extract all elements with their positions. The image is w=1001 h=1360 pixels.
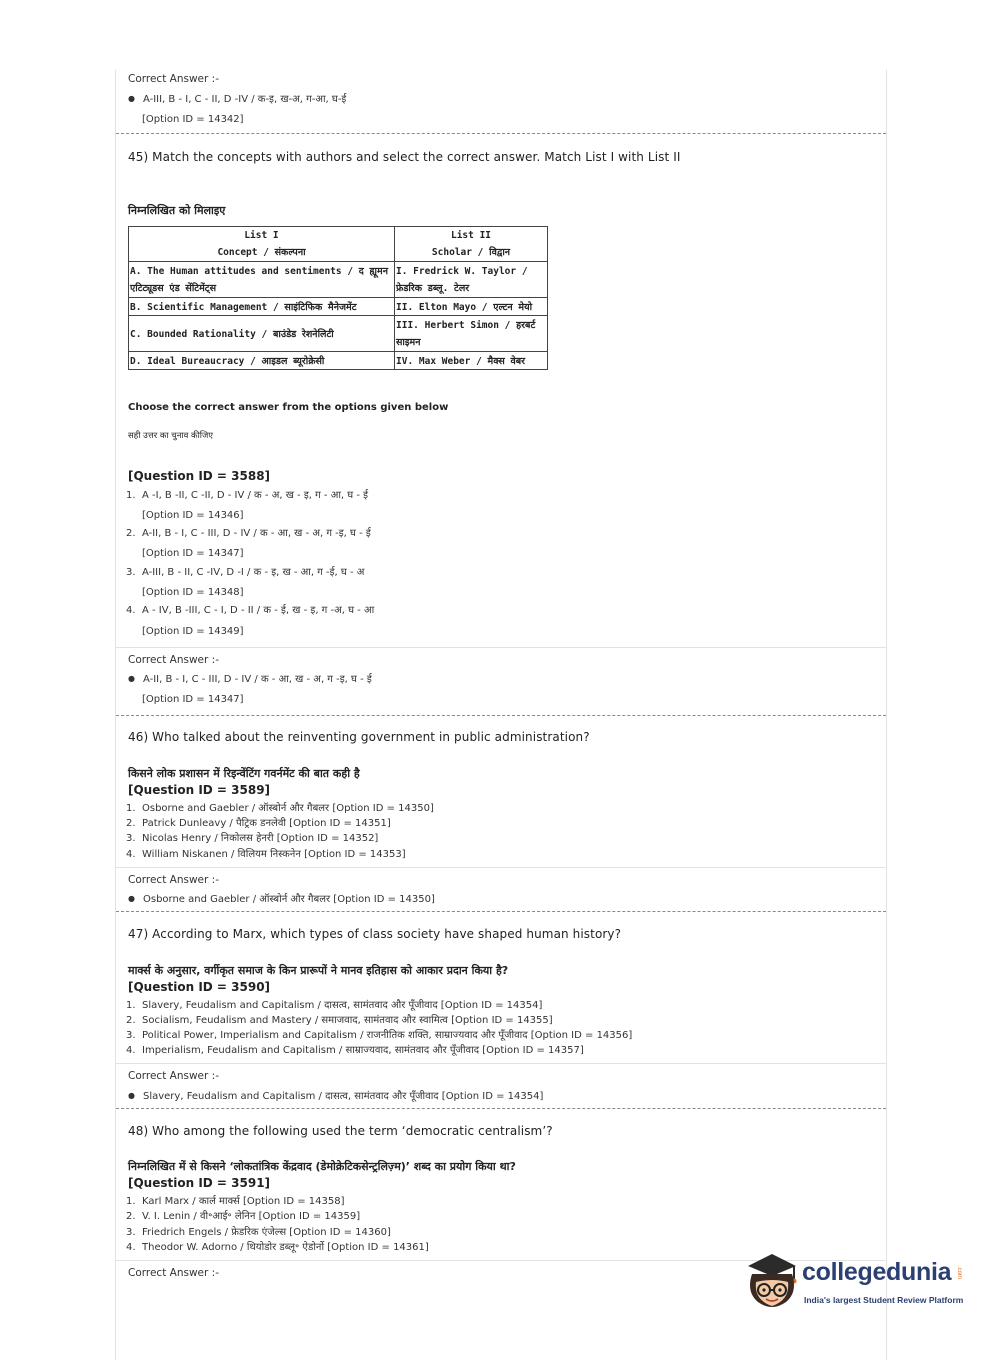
question-title: 48) Who among the following used the term ‘democratic centralism’? [128, 1124, 553, 1138]
option-number: 3. [126, 1030, 136, 1041]
option-id: [Option ID = 14349] [142, 626, 244, 637]
question-hindi: निम्नलिखित को मिलाइए [128, 204, 226, 217]
option-id: [Option ID = 14346] [142, 510, 244, 521]
option-number: 2. [126, 1211, 136, 1222]
option-id: [Option ID = 14342] [142, 114, 244, 125]
option-item [126, 602, 374, 616]
option-item [126, 1239, 429, 1253]
table-cell: II. Elton Mayo / एल्टन मेयो [395, 298, 548, 316]
header-text: Concept / संकल्पना [217, 247, 306, 258]
option-text: William Niskanen / विलियम निस्कनेन [Option ID = 14353] [142, 849, 406, 860]
logo-domain: .com [956, 1266, 962, 1280]
option-number: 4. [126, 1242, 136, 1253]
option-item [126, 1042, 584, 1056]
question-hindi: किसने लोक प्रशासन में रिइन्वेंटिंग गवर्नमेंट की बात कही है [128, 767, 360, 780]
option-text: A - IV, B -III, C - I, D - II / क - ई, ख - इ, ग -अ, घ - आ [142, 605, 375, 616]
option-item [126, 1012, 553, 1026]
correct-answer-label: Correct Answer :- [128, 874, 219, 886]
question-hindi: मार्क्स के अनुसार, वर्गीकृत समाज के किन प्रारूपों ने मानव इतिहास को आकार प्रदान किया है? [128, 964, 509, 977]
option-text: Patrick Dunleavy / पैट्रिक डनलेवी [Option ID = 14351] [142, 818, 391, 829]
option-text: A -I, B -II, C -II, D - IV / क - अ, ख - इ, ग - आ, घ - ई [142, 490, 369, 501]
table-header-list1 [129, 227, 395, 262]
option-number: 3. [126, 567, 136, 578]
correct-answer-label: Correct Answer :- [128, 654, 219, 666]
mascot-icon [742, 1248, 802, 1312]
option-number: 1. [126, 490, 136, 501]
table-cell: A. The Human attitudes and sentiments / द ह्यूमन एटिट्यूडस एंड सेंटिमेंट्स [129, 262, 395, 298]
option-number: 3. [126, 1227, 136, 1238]
section-divider [116, 867, 886, 868]
option-text: Socialism, Feudalism and Mastery / समाजवाद, सामंतवाद और स्वामित्व [Option ID = 14355] [142, 1015, 553, 1026]
option-number: 4. [126, 849, 136, 860]
option-text: A-II, B - I, C - III, D - IV / क - आ, ख - अ, ग -इ, घ - ई [142, 528, 371, 539]
question-title: 46) Who talked about the reinventing government in public administration? [128, 730, 590, 744]
option-item [126, 800, 434, 814]
question-title: 45) Match the concepts with authors and select the correct answer. Match List I with List II [128, 150, 681, 164]
option-text: Slavery, Feudalism and Capitalism / दासत्व, सामंतवाद और पूँजीवाद [Option ID = 14354] [142, 1000, 543, 1011]
question-divider [116, 715, 886, 716]
option-text: Nicolas Henry / निकोलस हेनरी [Option ID = 14352] [142, 833, 379, 844]
table-cell: C. Bounded Rationality / बाउंडेड रेशनेलिटी [129, 316, 395, 352]
option-id: [Option ID = 14348] [142, 587, 244, 598]
question-divider [116, 911, 886, 912]
option-item [126, 487, 368, 501]
logo-wordmark: collegedunia [802, 1258, 952, 1286]
collegedunia-logo [742, 1248, 972, 1318]
correct-answer-label: Correct Answer :- [128, 1267, 219, 1279]
correct-answer-label: Correct Answer :- [128, 1070, 219, 1082]
option-item [126, 1193, 345, 1207]
correct-answer: ● Slavery, Feudalism and Capitalism / दासत्व, सामंतवाद और पूँजीवाद [Option ID = 14354] [128, 1088, 543, 1102]
option-number: 2. [126, 1015, 136, 1026]
correct-answer: ● Osborne and Gaebler / ऑस्बोर्न और गैबलर [Option ID = 14350] [128, 891, 435, 905]
section-divider [116, 647, 886, 648]
option-text: Karl Marx / कार्ल मार्क्स [Option ID = 14358] [142, 1196, 345, 1207]
instruction-hindi: सही उत्तर का चुनाव कीजिए [128, 431, 213, 441]
option-number: 1. [126, 1196, 136, 1207]
option-number: 2. [126, 528, 136, 539]
instruction-text: Choose the correct answer from the options given below [128, 402, 449, 413]
option-text: Osborne and Gaebler / ऑस्बोर्न और गैबलर [Option ID = 14350] [142, 803, 434, 814]
question-hindi: निम्नलिखित में से किसने ‘लोकतांत्रिक केंद्रवाद (डेमोक्रेटिकसेन्ट्रलिज़्म)’ शब्द का प्रयोग किया था? [128, 1160, 516, 1173]
option-number: 1. [126, 803, 136, 814]
option-number: 2. [126, 818, 136, 829]
table-cell: D. Ideal Bureaucracy / आइडल ब्यूरोक्रेसी [129, 352, 395, 370]
option-text: Imperialism, Feudalism and Capitalism / साम्राज्यवाद, सामंतवाद और पूँजीवाद [Option ID = 14357] [142, 1045, 584, 1056]
section-divider [116, 1063, 886, 1064]
header-text: List II [450, 230, 492, 241]
option-item [126, 1027, 632, 1041]
table-cell: B. Scientific Management / साइंटिफिक मैनेजमेंट [129, 298, 395, 316]
correct-answer: ● A-III, B - I, C - II, D -IV / क-इ, ख-अ, ग-आ, घ-ई [128, 91, 346, 105]
option-item [126, 815, 391, 829]
correct-answer-label: Correct Answer :- [128, 73, 219, 85]
table-cell: IV. Max Weber / मैक्स वेबर [395, 352, 548, 370]
option-item [126, 1208, 360, 1222]
option-text: Political Power, Imperialism and Capitalism / राजनीतिक शक्ति, साम्राज्यवाद और पूँजीवाद [Option ID = 14356] [142, 1030, 633, 1041]
header-text: Scholar / विद्वान [431, 247, 511, 258]
option-id: [Option ID = 14347] [142, 548, 244, 559]
option-text: Theodor W. Adorno / थियोडोर डब्लू॰ ऐडोर्नो [Option ID = 14361] [142, 1242, 429, 1253]
option-item [126, 846, 406, 860]
match-table [128, 226, 548, 370]
question-id: [Question ID = 3591] [128, 1176, 271, 1190]
option-item [126, 1224, 391, 1238]
option-number: 3. [126, 833, 136, 844]
option-number: 4. [126, 1045, 136, 1056]
question-divider [116, 133, 886, 134]
question-divider [116, 1108, 886, 1109]
option-item [126, 997, 542, 1011]
document-page [115, 70, 887, 1360]
option-item [126, 830, 378, 844]
table-cell: III. Herbert Simon / हरबर्ट साइमन [395, 316, 548, 352]
option-item [126, 564, 364, 578]
option-text: A-III, B - II, C -IV, D -I / क - इ, ख - आ, ग -ई, घ - अ [142, 567, 365, 578]
table-cell: I. Fredrick W. Taylor / फ्रेडरिक डब्लू. टेलर [395, 262, 548, 298]
question-id: [Question ID = 3589] [128, 783, 271, 797]
option-item [126, 525, 371, 539]
question-id: [Question ID = 3588] [128, 469, 271, 483]
option-text: V. I. Lenin / वी॰आई॰ लेनिन [Option ID = 14359] [142, 1211, 361, 1222]
question-id: [Question ID = 3590] [128, 980, 271, 994]
question-title: 47) According to Marx, which types of class society have shaped human history? [128, 927, 622, 941]
table-header-list2 [395, 227, 548, 262]
option-id: [Option ID = 14347] [142, 694, 244, 705]
option-number: 1. [126, 1000, 136, 1011]
header-text: List I [244, 230, 279, 241]
option-text: Friedrich Engels / फ्रेडरिक एंजेल्स [Option ID = 14360] [142, 1227, 391, 1238]
logo-tagline: India's largest Student Review Platform [804, 1295, 964, 1305]
correct-answer: ● A-II, B - I, C - III, D - IV / क - आ, ख - अ, ग -इ, घ - ई [128, 671, 372, 685]
option-number: 4. [126, 605, 136, 616]
